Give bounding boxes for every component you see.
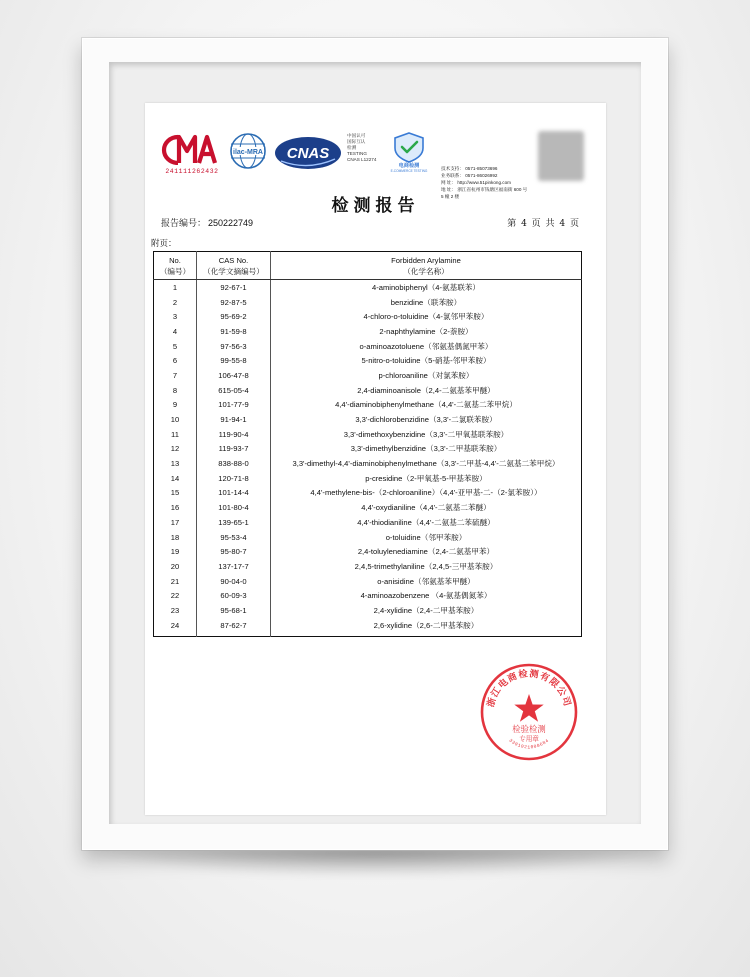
row-no: 17 <box>154 515 197 530</box>
row-cas: 95-68-1 <box>197 603 271 618</box>
ecom-sublabel: E-COMMERCE TESTING <box>390 169 428 173</box>
row-cas: 120-71-8 <box>197 471 271 486</box>
row-cas: 101-80-4 <box>197 500 271 515</box>
row-name: p-cresidine（2-甲氧基-5-甲基苯胺） <box>365 473 487 483</box>
cnas-text-line: TESTING <box>347 151 367 156</box>
cnas-accreditation-text <box>347 133 381 163</box>
row-name: 4,4'-methylene-bis-（2-chloroaniline）（4,4'-亚甲基-二-（2-氯苯胺）） <box>310 488 542 498</box>
row-no: 7 <box>154 368 197 383</box>
row-no: 9 <box>154 398 197 413</box>
row-cas: 90-04-0 <box>197 574 271 589</box>
row-name: 4-aminobiphenyl（4-氨基联苯） <box>371 282 481 292</box>
row-name: 4,4'-thiodianiline（4,4'-二氨基二苯硫醚） <box>357 517 495 527</box>
ilac-globe-icon <box>229 131 267 171</box>
row-no: 10 <box>154 412 197 427</box>
row-cas: 92-87-5 <box>197 295 271 310</box>
contact-line: 网 址： http://www.51pinkong.com <box>441 180 511 185</box>
row-no: 1 <box>154 280 197 295</box>
contact-line: 技术支持： 0571-85073696 <box>441 166 498 171</box>
row-name: 3,3'-dichlorobenzidine（3,3'-二氯联苯胺） <box>355 415 497 425</box>
row-no: 12 <box>154 442 197 457</box>
row-no: 21 <box>154 574 197 589</box>
row-cas: 106-47-8 <box>197 368 271 383</box>
table-row <box>154 339 582 354</box>
row-name: 2,4-toluylenediamine（2,4-二氨基甲苯） <box>357 547 495 557</box>
row-no: 24 <box>154 618 197 636</box>
table-row <box>154 324 582 339</box>
row-no: 6 <box>154 353 197 368</box>
row-name: benzidine（联苯胺） <box>390 297 462 307</box>
certificate-page <box>145 103 606 815</box>
table-row <box>154 368 582 383</box>
table-row <box>154 280 582 295</box>
qr-code-blurred <box>538 131 584 181</box>
header-name-en: Forbidden Arylamine <box>391 255 461 265</box>
ma-logo <box>161 131 223 179</box>
cnas-text-line: 检测 <box>347 145 357 150</box>
table-row <box>154 398 582 413</box>
row-cas: 91-59-8 <box>197 324 271 339</box>
row-cas: 101-77-9 <box>197 398 271 413</box>
row-name: 3,3'-dimethylbenzidine（3,3'-二甲基联苯胺） <box>350 444 502 454</box>
row-cas: 838-88-0 <box>197 456 271 471</box>
cnas-label: CNAS <box>286 145 330 162</box>
cnas-text-line: CNAS L12274 <box>347 157 377 162</box>
cnas-text-line: 国际互认 <box>347 139 366 144</box>
contact-line: 地 址： 浙江省杭州市钱塘区福南街 600 号 <box>441 187 528 192</box>
ilac-mra-logo <box>229 131 267 171</box>
table-header-row <box>154 252 582 280</box>
row-no: 11 <box>154 427 197 442</box>
row-name: 2-naphthylamine（2-萘胺） <box>379 326 473 336</box>
row-no: 13 <box>154 456 197 471</box>
table-row <box>154 588 582 603</box>
table-row <box>154 500 582 515</box>
row-name: o-aminoazotoluene（邻氨基偶氮甲苯） <box>359 341 493 351</box>
header-no-zh: （编号） <box>159 266 191 276</box>
seal-number-textpath: 3301021000684 <box>507 738 551 751</box>
table-row <box>154 471 582 486</box>
row-cas: 615-05-4 <box>197 383 271 398</box>
report-title: 检测报告 <box>331 196 420 216</box>
row-no: 14 <box>154 471 197 486</box>
row-cas: 101-14-4 <box>197 486 271 501</box>
row-name: 2,6-xylidine（2,6-二甲基苯胺） <box>373 620 479 630</box>
header-cas-zh: （化学文摘编号） <box>203 266 264 276</box>
row-cas: 92-67-1 <box>197 280 271 295</box>
frame-shadow <box>92 848 658 878</box>
row-name: p-chloroaniline（对氯苯胺） <box>378 370 474 380</box>
seal-star-icon <box>514 694 543 722</box>
report-number-value: 250222749 <box>208 218 254 228</box>
row-name: o-toluidine（邻甲苯胺） <box>385 532 467 542</box>
table-row <box>154 574 582 589</box>
company-seal <box>478 661 580 763</box>
table-row <box>154 442 582 457</box>
row-no: 18 <box>154 530 197 545</box>
ilac-label: ilac-MRA <box>233 148 263 156</box>
table-row <box>154 353 582 368</box>
row-cas: 95-69-2 <box>197 309 271 324</box>
row-name: 4-aminoazobenzene （4-氨基偶氮苯） <box>360 591 492 601</box>
row-no: 8 <box>154 383 197 398</box>
row-no: 19 <box>154 544 197 559</box>
row-cas: 119-90-4 <box>197 427 271 442</box>
seal-line2: 专用章 <box>519 735 539 743</box>
row-cas: 95-80-7 <box>197 544 271 559</box>
row-no: 16 <box>154 500 197 515</box>
report-number-label: 报告编号： <box>161 219 207 229</box>
row-name: 3,3'-dimethoxybenzidine（3,3'-二甲氧基联苯胺） <box>343 429 509 439</box>
row-no: 5 <box>154 339 197 354</box>
page-indicator: 第 4 页 共 4 页 <box>507 219 580 229</box>
table-row <box>154 383 582 398</box>
row-no: 20 <box>154 559 197 574</box>
seal-arc-textpath: 浙江电商检测有限公司 <box>485 668 573 709</box>
row-name: o-anisidine（邻氨基苯甲醚） <box>377 576 475 586</box>
row-cas: 119-93-7 <box>197 442 271 457</box>
report-number <box>161 216 253 229</box>
row-name: 4,4'-oxydianiline（4,4'-二氨基二苯醚） <box>361 503 491 513</box>
table-row <box>154 295 582 310</box>
header-name-zh: （化学名称） <box>403 266 449 276</box>
cnas-logo <box>273 135 343 171</box>
header-no-en: No. <box>169 255 181 265</box>
row-cas: 97-56-3 <box>197 339 271 354</box>
cnas-text-line: 中国认可 <box>347 133 366 138</box>
ecommerce-testing-logo <box>387 131 431 179</box>
row-no: 23 <box>154 603 197 618</box>
row-name: 2,4-xylidine（2,4-二甲基苯胺） <box>373 605 479 615</box>
header-cas <box>197 252 271 280</box>
row-cas: 137-17-7 <box>197 559 271 574</box>
row-cas: 91-94-1 <box>197 412 271 427</box>
row-no: 22 <box>154 588 197 603</box>
row-no: 3 <box>154 309 197 324</box>
table-row <box>154 530 582 545</box>
ecom-label: 电商检测 <box>398 163 420 169</box>
header-no <box>154 252 197 280</box>
row-name: 2,4,5-trimethylaniline（2,4,5-三甲基苯胺） <box>354 561 498 571</box>
contact-line: 业务联系： 0571-86026992 <box>441 173 498 178</box>
row-name: 4-chloro-o-toluidine（4-氯邻甲苯胺） <box>363 312 489 322</box>
table-row <box>154 309 582 324</box>
table-row <box>154 559 582 574</box>
ma-mark-icon <box>161 133 223 165</box>
row-name: 4,4'-diaminobiphenylmethane（4,4'-二氨基二苯甲烷） <box>335 400 517 410</box>
header-logos <box>161 131 528 199</box>
row-name: 5-nitro-o-toluidine（5-硝基-邻甲苯胺） <box>361 356 491 366</box>
row-cas: 60-09-3 <box>197 588 271 603</box>
row-no: 15 <box>154 486 197 501</box>
arylamine-table <box>153 251 582 637</box>
row-name: 3,3'-dimethyl-4,4'-diaminobiphenylmethane（3,3'-二甲基-4,4'-二氨基二苯甲烷） <box>292 459 560 469</box>
shield-check-icon <box>387 131 431 163</box>
appendix-label: 附页： <box>151 239 177 249</box>
table-row <box>154 412 582 427</box>
row-cas: 99-55-8 <box>197 353 271 368</box>
header-cas-en: CAS No. <box>218 255 249 265</box>
row-cas: 87-62-7 <box>197 618 271 636</box>
row-name: 2,4-diaminoanisole（2,4-二氨基苯甲醚） <box>357 385 495 395</box>
row-no: 2 <box>154 295 197 310</box>
cnas-mark-icon <box>273 135 343 171</box>
row-cas: 139-65-1 <box>197 515 271 530</box>
table-row <box>154 456 582 471</box>
seal-line1: 检验检测 <box>512 724 546 734</box>
table-row <box>154 544 582 559</box>
table-row <box>154 618 582 636</box>
contact-line: 5 幢 2 楼 <box>441 194 460 199</box>
table-row <box>154 603 582 618</box>
table-row <box>154 486 582 501</box>
ma-code: 241111262432 <box>165 168 219 175</box>
header-name <box>271 252 582 280</box>
table-body <box>154 280 582 637</box>
table-row <box>154 427 582 442</box>
row-cas: 95-53-4 <box>197 530 271 545</box>
row-no: 4 <box>154 324 197 339</box>
table-row <box>154 515 582 530</box>
